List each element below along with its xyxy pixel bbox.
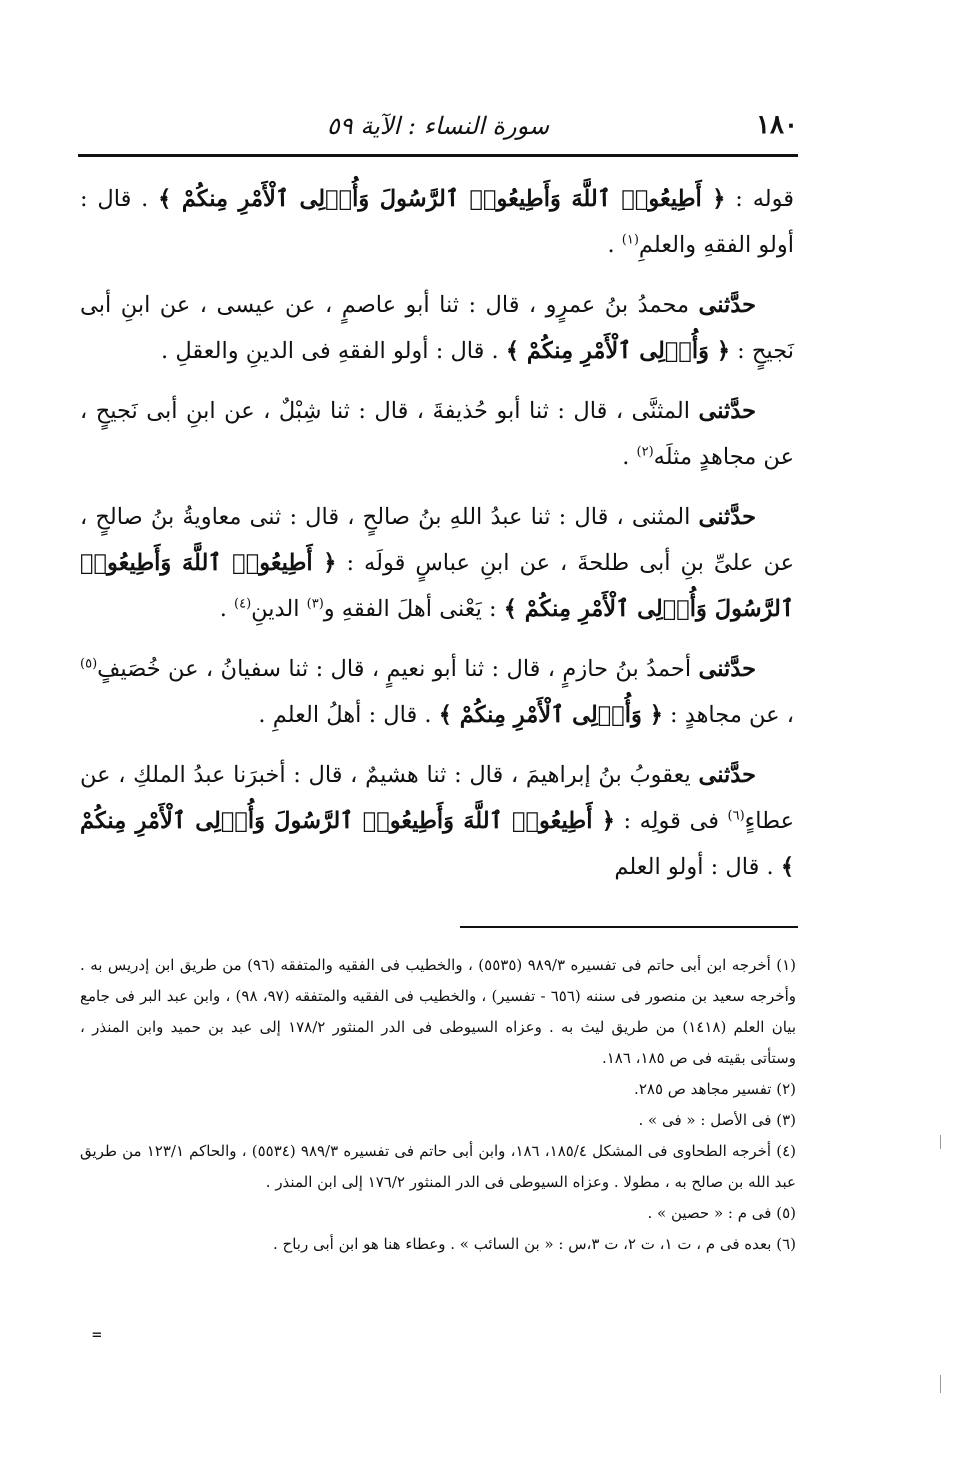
footnote-ref[interactable]: (٢)	[636, 444, 654, 460]
paragraph-end: .	[622, 444, 637, 470]
paragraph-lead: حدَّثنى	[698, 292, 756, 318]
footnote-2: (٢) تفسير مجاهد ص ٢٨٥.	[634, 1080, 796, 1098]
paragraph-text: . قال : أولو الفقهِ والعلمِ	[80, 186, 794, 258]
paragraph-text: . قال : أولو الفقهِ فى الدينِ والعقلِ .	[161, 338, 506, 364]
footnote-ref[interactable]: (١)	[621, 232, 639, 248]
footnote-3: (٣) فى الأصل : « فى » .	[638, 1111, 796, 1129]
main-text	[80, 176, 794, 904]
paragraph-1	[80, 176, 794, 268]
footnote-separator	[460, 926, 798, 928]
footnote-ref[interactable]: (٥)	[80, 656, 98, 672]
margin-mark	[940, 1135, 941, 1149]
running-title: سورة النساء : الآية ٥٩	[326, 112, 550, 140]
quran-quote: ﴿ أَطِيعُوا۟ ٱللَّهَ وَأَطِيعُوا۟ ٱلرَّسُولَ وَأُو۟لِى ٱلْأَمْرِ مِنكُمْ ﴾	[80, 808, 794, 880]
paragraph-lead: حدَّثنى	[698, 504, 756, 530]
paragraph-text: محمدُ بنُ عمرٍو ، قال : ثنا أبو عاصمٍ ، عن عيسى ، عن ابنِ أبى نَجيحٍ :	[80, 292, 794, 364]
paragraph-5	[80, 646, 794, 738]
paragraph-text: الدينِ	[251, 596, 307, 622]
quran-quote: ﴿ وَأُو۟لِى ٱلْأَمْرِ مِنكُمْ ﴾	[438, 702, 663, 728]
margin-mark	[940, 1375, 941, 1393]
paragraph-text: يعقوبُ بنُ إبراهيمَ ، قال : ثنا هشيمٌ ، قال : أخبرَنا عبدُ الملكِ ، عن عطاءٍ	[80, 762, 794, 834]
page-number: ١٨٠	[756, 110, 798, 140]
paragraph-3	[80, 388, 794, 480]
footnote-6: (٦) بعده فى م ، ت ١، ت ٢، ت ٣،س : « بن السائب » . وعطاء هنا هو ابن أبى رباح .	[273, 1235, 796, 1253]
paragraph-text: فى قولِه :	[614, 808, 728, 834]
paragraph-text: المثنى ، قال : ثنا عبدُ اللهِ بنُ صالحٍ ، قال : ثنى معاويةُ بنُ صالحٍ ، عن علىِّ بنِ أبى طلحةَ ، عن ابنِ عباسٍ قولَه :	[80, 504, 795, 576]
footnote-ref[interactable]: (٣)	[306, 596, 324, 612]
paragraph-text: : يَعْنى أهلَ الفقهِ و	[323, 596, 504, 622]
paragraph-4	[80, 494, 794, 632]
paragraph-lead: قوله :	[725, 186, 794, 212]
footnote-ref[interactable]: (٤)	[234, 596, 252, 612]
paragraph-end: .	[219, 596, 235, 622]
paragraph-lead: حدَّثنى	[698, 656, 756, 682]
continuation-mark: =	[92, 1325, 102, 1344]
paragraph-2	[80, 282, 794, 374]
paragraph-6	[80, 752, 794, 890]
page-header	[78, 110, 798, 150]
paragraph-lead: حدَّثنى	[698, 398, 756, 424]
paragraph-text: أحمدُ بنُ حازمٍ ، قال : ثنا أبو نعيمٍ ، قال : ثنا سفيانُ ، عن خُصَيفٍ	[97, 656, 699, 682]
paragraph-text: . قال : أولو العلم	[614, 854, 781, 880]
header-rule	[78, 154, 798, 157]
footnote-ref[interactable]: (٦)	[727, 808, 745, 824]
quran-quote: ﴿ أَطِيعُوا۟ ٱللَّهَ وَأَطِيعُوا۟ ٱلرَّسُولَ وَأُو۟لِى ٱلْأَمْرِ مِنكُمْ ﴾	[80, 550, 794, 622]
footnotes	[80, 950, 796, 1260]
paragraph-end: .	[607, 232, 622, 258]
footnote-4: (٤) أخرجه الطحاوى فى المشكل ١٨٥/٤، ١٨٦، وابن أبى حاتم فى تفسيره ٩٨٩/٣ (٥٥٣٤) ، والحاكم ١٢٣/١ من طريق عبد الله بن صالح به ، مطولا . وعزاه السيوطى فى الدر المنثور ١٧٦/٢ إلى ابن المنذر .	[80, 1142, 797, 1191]
footnote-5: (٥) فى م : « حصين » .	[647, 1204, 796, 1222]
paragraph-text: ، عن مجاهدٍ :	[662, 702, 794, 728]
paragraph-lead: حدَّثنى	[698, 762, 756, 788]
footnote-1: (١) أخرجه ابن أبى حاتم فى تفسيره ٩٨٩/٣ (٥٥٣٥) ، والخطيب فى الفقيه والمتفقه (٩٦) من طريق ابن إدريس به . وأخرجه سعيد بن منصور فى سننه (٦٥٦ - تفسير) ، والخطيب فى الفقيه والمتفقه (٩٧، ٩٨) ، وابن عبد البر فى جامع بيان العلم (١٤١٨) من طريق ليث به . وعزاه السيوطى فى الدر المنثور ١٧٨/٢ إلى عبد بن حميد وابن المنذر ، وستأتى بقيته فى ص ١٨٥، ١٨٦.	[80, 956, 797, 1067]
quran-quote: ﴿ أَطِيعُوا۟ ٱللَّهَ وَأَطِيعُوا۟ ٱلرَّسُولَ وَأُو۟لِى ٱلْأَمْرِ مِنكُمْ ﴾	[158, 186, 726, 212]
paragraph-text: المثنَّى ، قال : ثنا أبو حُذيفةَ ، قال : ثنا شِبْلٌ ، عن ابنِ أبى نَجيحٍ ، عن مجاهدٍ مثلَه	[80, 398, 794, 470]
quran-quote: ﴿ وَأُو۟لِى ٱلْأَمْرِ مِنكُمْ ﴾	[505, 338, 731, 364]
paragraph-text: . قال : أهلُ العلمِ .	[258, 702, 439, 728]
